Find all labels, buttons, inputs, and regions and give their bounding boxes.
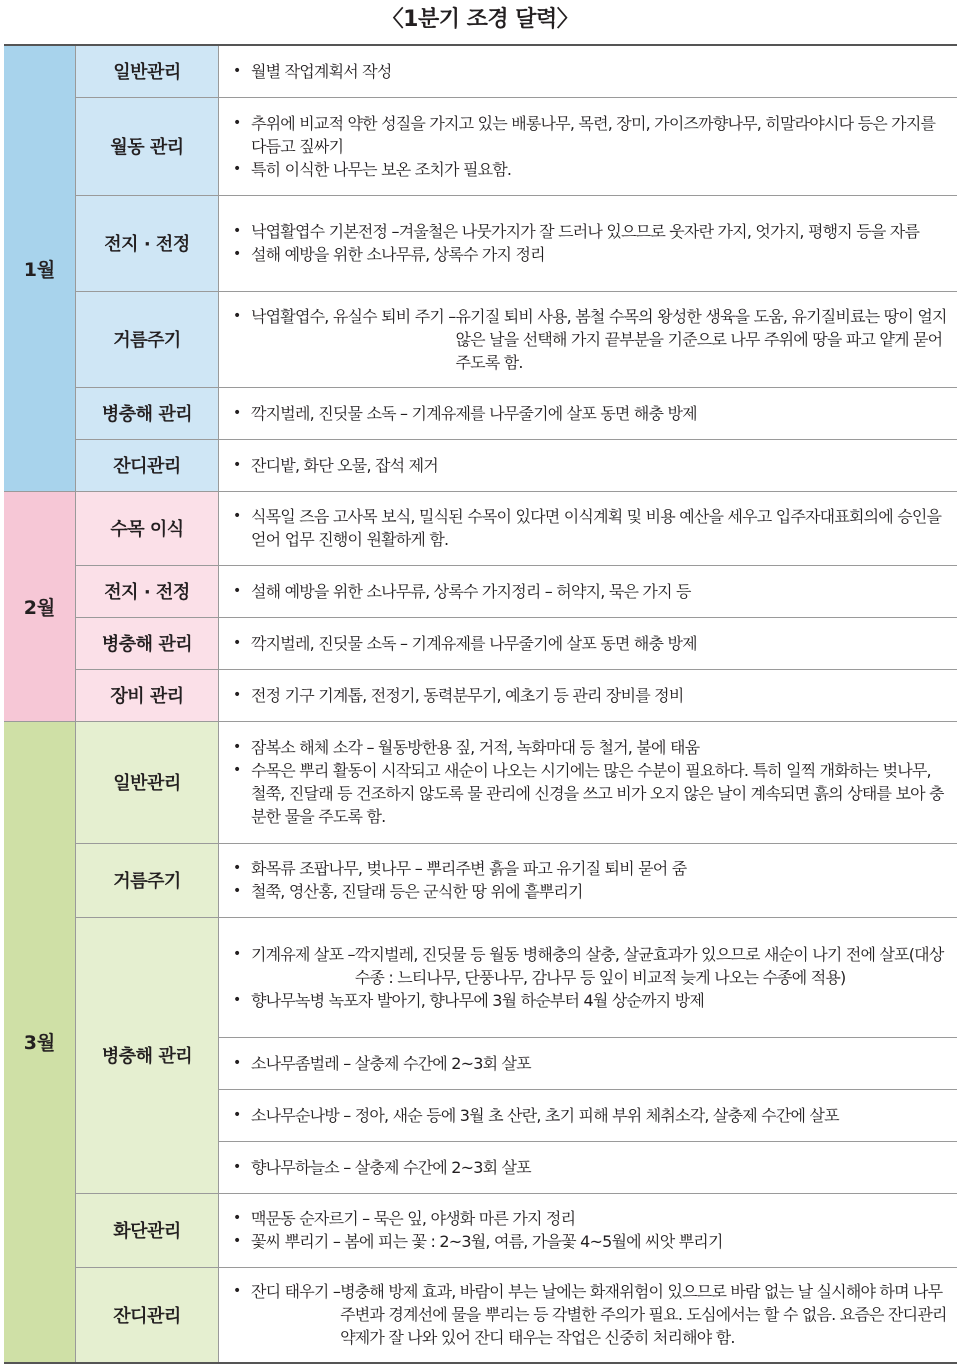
category-cell: 수목 이식 (76, 491, 219, 565)
list-item: • 설해 예방을 위한 소나무류, 상록수 가지정리 – 허약지, 묵은 가지 등 (233, 580, 949, 603)
table-row (4, 917, 957, 1037)
list-item (233, 305, 949, 374)
table-row (4, 195, 957, 291)
item-key: • 기계유제 살포 – (251, 944, 355, 964)
description-cell (219, 387, 958, 439)
item-text: 병충해 방제 효과, 바람이 부는 날에는 화재위험이 있으므로 바람 없는 날 실시해야 하며 나무 주변과 경계선에 물을 뿌리는 등 각별한 주의가 필요. 도심에서는 할 수 없음. 요즘은 잔디관리 약제가 잘 나와 있어 잔디 태우는 작업은 신중히 처리해야 함. (340, 1282, 947, 1348)
category-cell: 전지 · 전정 (76, 565, 219, 617)
table-row (4, 491, 957, 565)
description-cell (219, 195, 958, 291)
category-cell: 월동 관리 (76, 97, 219, 195)
list-item: • 소나무좀벌레 – 살충제 수간에 2~3회 살포 (233, 1052, 949, 1075)
list-item: • 잠복소 해체 소각 – 월동방한용 짚, 거적, 녹화마대 등 철거, 불에 태움 (233, 736, 949, 759)
category-cell: 잔디관리 (76, 439, 219, 491)
list-item: • 깍지벌레, 진딧물 소독 – 기계유제를 나무줄기에 살포 동면 해충 방제 (233, 402, 949, 425)
table-row (4, 721, 957, 843)
landscape-calendar-table (4, 44, 957, 1364)
description-cell (219, 45, 958, 97)
description-cell (219, 97, 958, 195)
list-item: • 향나무녹병 녹포자 발아기, 향나무에 3월 하순부터 4월 상순까지 방제 (233, 989, 949, 1012)
description-cell (219, 721, 958, 843)
list-item (233, 220, 949, 243)
list-item: • 월별 작업계획서 작성 (233, 60, 949, 83)
category-cell: 잔디관리 (76, 1267, 219, 1363)
table-row (4, 617, 957, 669)
category-cell: 장비 관리 (76, 669, 219, 721)
item-key: • 낙엽활엽수, 유실수 퇴비 주기 – (251, 306, 456, 326)
description-cell (219, 1037, 958, 1089)
description-cell (219, 617, 958, 669)
table-row (4, 387, 957, 439)
description-cell (219, 291, 958, 387)
item-key: • 잔디 태우기 – (251, 1282, 341, 1302)
list-item: • 특히 이식한 나무는 보온 조치가 필요함. (233, 158, 949, 181)
table-row (4, 1193, 957, 1267)
category-cell: 거름주기 (76, 291, 219, 387)
description-cell (219, 1193, 958, 1267)
description-cell (219, 843, 958, 917)
table-row (4, 1267, 957, 1363)
list-item: • 식목일 즈음 고사목 보식, 밀식된 수목이 있다면 이식계획 및 비용 예산을 세우고 입주자대표회의에 승인을 얻어 업무 진행이 원활하게 함. (233, 505, 949, 551)
list-item: • 맥문동 순자르기 – 묵은 잎, 야생화 마른 가지 정리 (233, 1207, 949, 1230)
table-row (4, 669, 957, 721)
table-row (4, 843, 957, 917)
item-text: 깍지벌레, 진딧물 등 월동 병해충의 살충, 살균효과가 있으므로 새순이 나기 전에 살포(대상 수종 : 느티나무, 단풍나무, 감나무 등 잎이 비교적 늦게 나오는 수종에 적용) (354, 944, 944, 987)
list-item: • 소나무순나방 – 정아, 새순 등에 3월 초 산란, 초기 피해 부위 체취소각, 살충제 수간에 살포 (233, 1104, 949, 1127)
description-cell (219, 439, 958, 491)
list-item: • 수목은 뿌리 활동이 시작되고 새순이 나오는 시기에는 많은 수분이 필요하다. 특히 일찍 개화하는 벚나무, 철쭉, 진달래 등 건조하지 않도록 물 관리에 신경을 쓰고 비가 오지 않은 날이 계속되면 흙의 상태를 보아 충분한 물을 주도록 함. (233, 759, 949, 828)
description-cell (219, 1141, 958, 1193)
category-cell: 화단관리 (76, 1193, 219, 1267)
category-cell: 일반관리 (76, 45, 219, 97)
item-text: 유기질 퇴비 사용, 봄철 수목의 왕성한 생육을 도움, 유기질비료는 땅이 얼지 않은 날을 선택해 가지 끝부분을 기준으로 나무 주위에 땅을 파고 얕게 묻어 주도록 함. (455, 306, 947, 372)
list-item: • 추위에 비교적 약한 성질을 가지고 있는 배롱나무, 목련, 장미, 가이즈까향나무, 히말라야시다 등은 가지를 다듬고 짚싸기 (233, 112, 949, 158)
table-row (4, 565, 957, 617)
item-text: 겨울철은 나뭇가지가 잘 드러나 있으므로 웃자란 가지, 엇가지, 평행지 등을 자름 (398, 222, 920, 241)
category-cell: 병충해 관리 (76, 617, 219, 669)
table-row (4, 439, 957, 491)
list-item: • 깍지벌레, 진딧물 소독 – 기계유제를 나무줄기에 살포 동면 해충 방제 (233, 632, 949, 655)
page-title: 〈1분기 조경 달력〉 (381, 7, 579, 32)
table-row (4, 45, 957, 97)
description-cell (219, 491, 958, 565)
category-cell: 병충해 관리 (76, 387, 219, 439)
list-item: • 설해 예방을 위한 소나무류, 상록수 가지 정리 (233, 243, 949, 266)
list-item: • 잔디밭, 화단 오물, 잡석 제거 (233, 454, 949, 477)
description-cell (219, 1267, 958, 1363)
list-item: • 향나무하늘소 – 살충제 수간에 2~3회 살포 (233, 1156, 949, 1179)
description-cell (219, 917, 958, 1037)
list-item: • 꽃씨 뿌리기 – 봄에 피는 꽃 : 2~3월, 여름, 가을꽃 4~5월에 씨앗 뿌리기 (233, 1230, 949, 1253)
category-cell: 거름주기 (76, 843, 219, 917)
table-row (4, 97, 957, 195)
month-march: 3월 (4, 721, 76, 1363)
table-row (4, 291, 957, 387)
description-cell (219, 1089, 958, 1141)
category-cell: 일반관리 (76, 721, 219, 843)
list-item (233, 943, 949, 989)
month-february: 2월 (4, 491, 76, 721)
list-item (233, 1280, 949, 1349)
month-january: 1월 (4, 45, 76, 491)
category-cell: 병충해 관리 (76, 917, 219, 1193)
description-cell (219, 565, 958, 617)
description-cell (219, 669, 958, 721)
item-key: • 낙엽활엽수 기본전정 – (251, 222, 399, 241)
category-cell: 전지 · 전정 (76, 195, 219, 291)
list-item: • 화목류 조팝나무, 벚나무 – 뿌리주변 흙을 파고 유기질 퇴비 묻어 줌 (233, 857, 949, 880)
list-item: • 철쭉, 영산홍, 진달래 등은 군식한 땅 위에 흩뿌리기 (233, 880, 949, 903)
list-item: • 전정 기구 기계톱, 전정기, 동력분무기, 예초기 등 관리 장비를 정비 (233, 684, 949, 707)
